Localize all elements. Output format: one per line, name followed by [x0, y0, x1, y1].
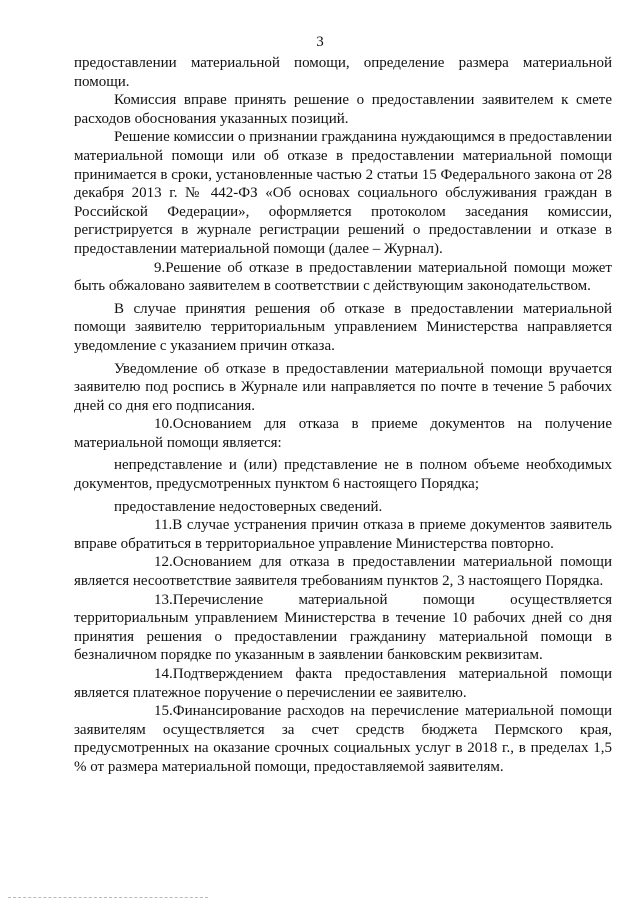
paragraph-text: Перечисление материальной помощи осуществляется территориальным управлением Министерства в течение 10 рабочих дней со дня принятия решения о предоставлении гражданину материальной помощи в безналичном порядке по указанным в заявлении банковским реквизитам. [74, 591, 612, 664]
numbered-paragraph-15 [74, 702, 612, 776]
paragraph-text: предоставление недостоверных сведений. [114, 498, 383, 515]
paragraph [74, 91, 612, 128]
item-number: 11. [154, 517, 173, 534]
paragraph-text: Решение об отказе в предоставлении материальной помощи может быть обжаловано заявителем в соответствии с действующим законодательством. [74, 259, 612, 295]
item-number: 9. [154, 259, 166, 276]
paragraph-text: предоставлении материальной помощи, определение размера материальной помощи. [74, 55, 612, 90]
paragraph [74, 360, 612, 416]
numbered-paragraph-14 [74, 665, 612, 702]
paragraph-text: непредставление и (или) представление не в полном объеме необходимых документов, предусмотренных пунктом 6 настоящего Порядка; [74, 457, 612, 493]
paragraph-text: Основанием для отказа в приеме документов на получение материальной помощи является: [74, 416, 612, 451]
scan-edge-line [8, 897, 208, 899]
paragraph [74, 300, 612, 356]
item-number: 10. [154, 416, 173, 433]
item-number: 15. [154, 703, 173, 720]
numbered-paragraph-11 [74, 516, 612, 553]
item-number: 12. [154, 554, 173, 571]
page-number: 3 [316, 34, 324, 50]
paragraph-text: В случае принятия решения об отказе в предоставлении материальной помощи заявителю территориальным управлением Министерства направляется уведомление с указанием причин отказа. [74, 300, 612, 354]
numbered-paragraph-13 [74, 591, 612, 665]
paragraph-text: Подтверждением факта предоставления материальной помощи является платежное поручение о перечислении ее заявителю. [74, 666, 612, 701]
numbered-paragraph-10 [74, 415, 612, 452]
paragraph [74, 456, 612, 493]
numbered-paragraph-12 [74, 553, 612, 590]
paragraph-text: Уведомление об отказе в предоставлении материальной помощи вручается заявителю под роспись в Журнале или направляется по почте в течение 5 рабочих дней со дня его подписания. [74, 360, 612, 414]
paragraph-text: Решение комиссии о признании гражданина нуждающимся в предоставлении материальной помощи или об отказе в предоставлении материальной помощи принимается в сроки, установленные частью 2 статьи 15 Федерального закона от 28 декабря 2013 г. № 442-ФЗ «Об основах социального обслуживания граждан в Российской Федерации», оформляется протоколом заседания комиссии, регистрируется в журнале регистрации решений о предоставлении и отказе в предоставлении материальной помощи (далее – Журнал). [74, 129, 612, 257]
document-body [74, 54, 612, 777]
paragraph [74, 54, 612, 91]
numbered-paragraph-9 [74, 259, 612, 296]
paragraph-text: Комиссия вправе принять решение о предоставлении заявителем к смете расходов обоснования указанных позиций. [74, 92, 612, 127]
item-number: 13. [154, 591, 173, 608]
paragraph-text: Финансирование расходов на перечисление материальной помощи заявителям осуществляется за счет средств бюджета Пермского края, предусмотренных на оказание срочных социальных услуг в 2018 г., в пределах 1,5 % от размера материальной помощи, предоставляемой заявителям. [74, 703, 612, 775]
paragraph-text: В случае устранения причин отказа в приеме документов заявитель вправе обратиться в территориальное управление Министерства повторно. [74, 517, 612, 552]
paragraph-text: Основанием для отказа в предоставлении материальной помощи является несоответствие заявителя требованиям пунктов 2, 3 настоящего Порядка. [74, 554, 612, 590]
item-number: 14. [154, 666, 173, 682]
paragraph [74, 498, 612, 517]
paragraph [74, 128, 612, 258]
